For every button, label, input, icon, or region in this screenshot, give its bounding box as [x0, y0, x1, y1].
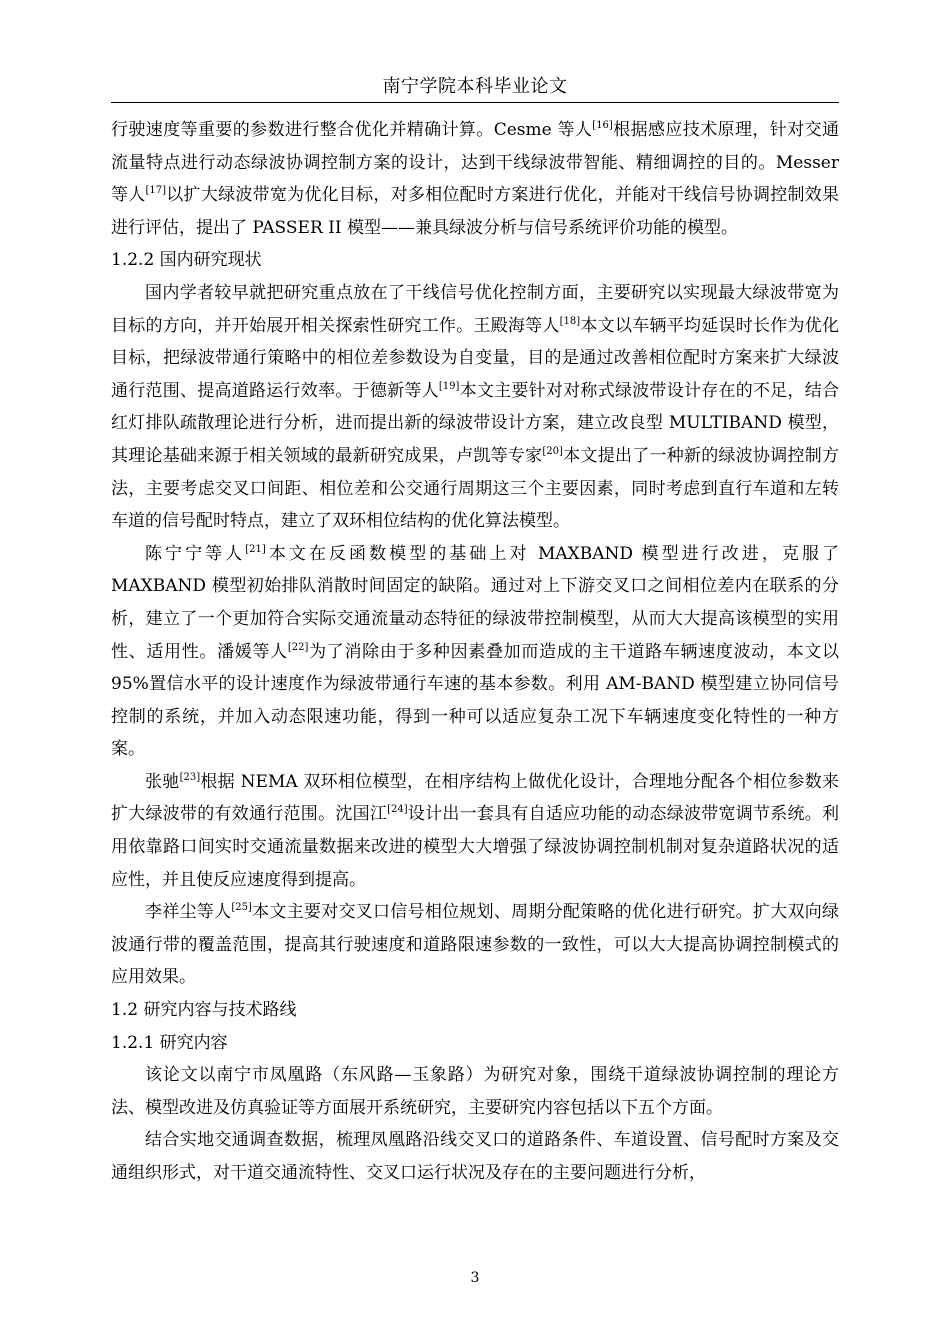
section-heading [111, 994, 839, 1027]
text-run: 本文主要针对对称式绿波带设计存在的不足，结合红灯排队疏散理论进行分析，进而提出新的绿波带设计方案，建立改良型 MULTIBAND 模型，其理论基础来源于相关领域的最新研究成果，卢凯等专家 [111, 380, 840, 466]
page-header [111, 62, 839, 103]
paragraph [111, 1059, 839, 1124]
document-body [111, 114, 839, 1190]
citation-superscript: [17] [145, 185, 167, 197]
text-run: 为了消除由于多种因素叠加而造成的主干道路车辆速度波动，本文以 95%置信水平的设计速度作为绿波带通行车速的基本参数。利用 AM-BAND 模型建立协同信号控制的系统，并加入动态限速功能，得到一种可以适应复杂工况下车辆速度变化特性的一种方案。 [111, 641, 840, 760]
text-run: 本文主要对交叉口信号相位规划、周期分配策略的优化进行研究。扩大双向绿波通行带的覆盖范围，提高其行驶速度和道路限速参数的一致性，可以大大提高协调控制模式的应用效果。 [111, 902, 840, 988]
paragraph [111, 1124, 839, 1189]
text-run: 国内学者较早就把研究重点放在了干线信号优化控制方面，主要研究以实现最大绿波带宽为目标的方向，并开始展开相关探索性研究工作。王殿海等人 [111, 282, 839, 336]
citation-superscript: [23] [179, 771, 201, 783]
text-run: 1.2.1 研究内容 [111, 1032, 228, 1053]
text-run: 该论文以南宁市凤凰路（东风路—玉象路）为研究对象，围绕干道绿波协调控制的理论方法、模型改进及仿真验证等方面展开系统研究，主要研究内容包括以下五个方面。 [111, 1065, 839, 1118]
paragraph [111, 277, 839, 538]
citation-superscript: [16] [592, 120, 613, 131]
text-run: 行驶速度等重要的参数进行整合优化并精确计算。Cesme 等人 [111, 120, 593, 140]
text-run: 陈宁宁等人 [145, 543, 246, 564]
text-run: 结合实地交通调查数据，梳理凤凰路沿线交叉口的道路条件、车道设置、信号配时方案及交通组织形式，对干道交通流特性、交叉口运行状况及存在的主要问题进行分析， [111, 1130, 839, 1183]
text-run: 本文在反函数模型的基础上对 MAXBAND 模型进行改进，克服了 MAXBAND 模型初始排队消散时间固定的缺陷。通过对上下游交叉口之间相位差内在联系的分析，建立了一个更加符合实际交通流量动态特征的绿波带控制模型，从而大大提高该模型的实用性、适用性。潘媛等人 [111, 543, 839, 662]
paragraph [111, 538, 839, 766]
text-run: 本文以车辆平均延误时长作为优化目标，把绿波带通行策略中的相位差参数设为自变量，目的是通过改善相位配时方案来扩大绿波通行范围、提高道路运行效率。于德新等人 [111, 315, 840, 401]
page-number: 3 [470, 1270, 480, 1286]
paragraph [111, 766, 839, 896]
citation-superscript: [25] [231, 902, 252, 914]
citation-superscript: [19] [438, 380, 460, 392]
paragraph [111, 114, 839, 244]
text-run: 本文提出了一种新的绿波协调控制方法，主要考虑交叉口间距、相位差和公交通行周期这三个主要因素，同时考虑到直行车道和左转车道的信号配时特点，建立了双环相位结构的优化算法模型。 [111, 445, 840, 532]
text-run: 设计出一套具有自适应功能的动态绿波带宽调节系统。利用依靠路口间实时交通流量数据来改进的模型大大增强了绿波协调控制机制对复杂道路状况的适应性，并且使反应速度得到提高。 [111, 804, 840, 890]
header-title: 南宁学院本科毕业论文 [382, 76, 568, 97]
text-run: 以扩大绿波带宽为优化目标，对多相位配时方案进行优化，并能对干线信号协调控制效果进行评估，提出了 PASSER II 模型——兼具绿波分析与信号系统评价功能的模型。 [111, 185, 840, 238]
text-run: 1.2 研究内容与技术路线 [111, 1000, 297, 1021]
citation-superscript: [24] [387, 804, 408, 816]
text-run: 1.2.2 国内研究现状 [111, 250, 262, 271]
text-run: 李祥尘等人 [145, 902, 232, 923]
citation-superscript: [20] [542, 445, 563, 457]
text-run: 根据 NEMA 双环相位模型，在相序结构上做优化设计，合理地分配各个相位参数来扩大绿波带的有效通行范围。沈国江 [111, 771, 839, 825]
paragraph [111, 896, 839, 994]
text-run: 张驰 [145, 771, 180, 792]
citation-superscript: [18] [559, 315, 581, 327]
text-run: 根据感应技术原理，针对交通流量特点进行动态绿波协调控制方案的设计，达到干线绿波带智能、精细调控的目的。Messer 等人 [111, 120, 839, 206]
citation-superscript: [21] [245, 543, 266, 555]
section-heading [111, 1027, 839, 1060]
citation-superscript: [22] [287, 641, 309, 653]
section-heading [111, 244, 839, 277]
